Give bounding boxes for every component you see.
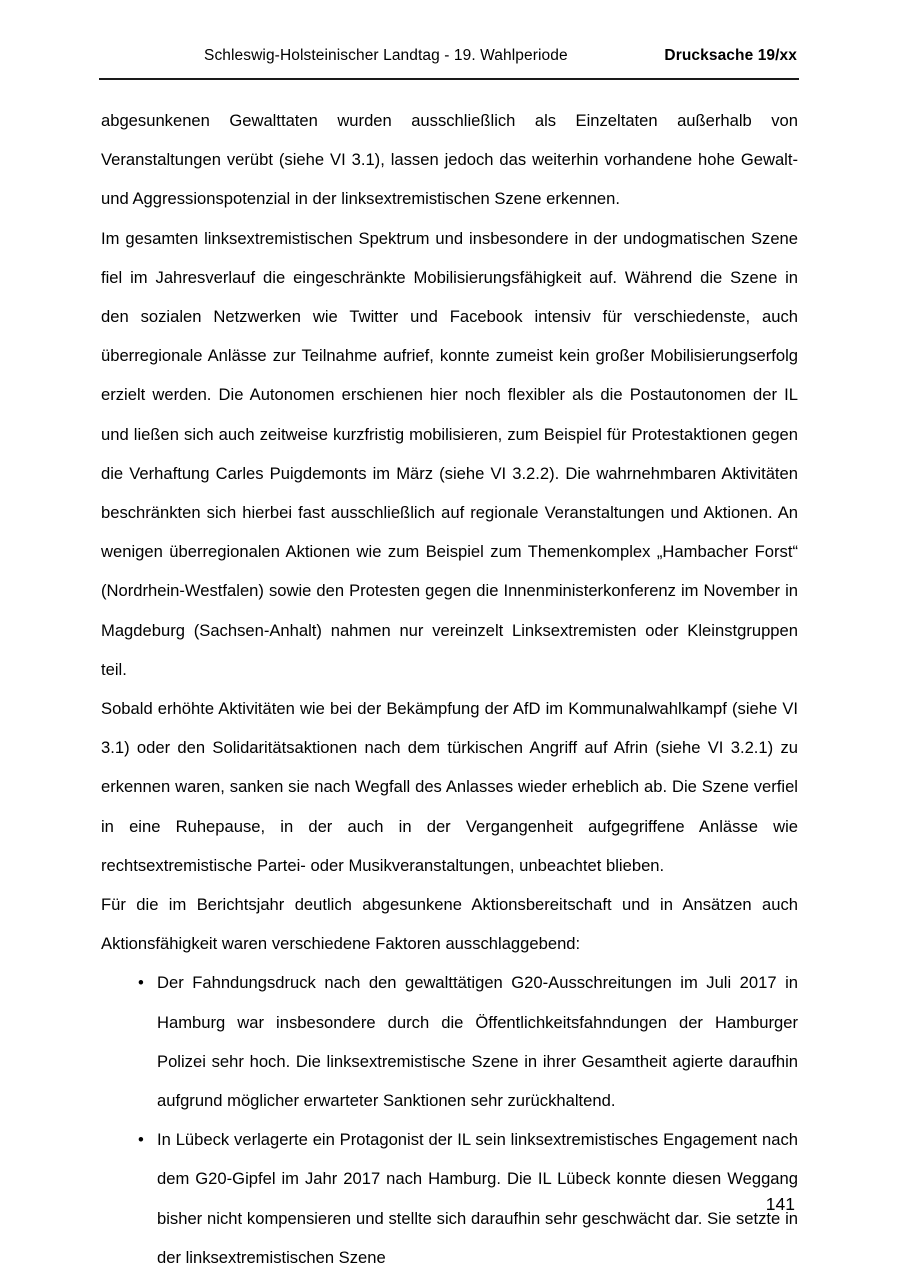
list-item-text: In Lübeck verlagerte ein Protagonist der IL sein linksextremistisches Engagement nach dem G20-Gipfel im Jahr 2017 nach Hamburg. Die IL Lübeck konnte diesen Weggang bisher nicht kompensieren und stellte sich daraufhin sehr geschwächt dar. Sie setzte in der linksextremistischen Szene bbox=[157, 1130, 798, 1267]
header-rule bbox=[99, 78, 799, 80]
page-number: 141 bbox=[765, 1194, 795, 1214]
paragraph-4: Für die im Berichtsjahr deutlich abgesunkene Aktionsbereitschaft und in Ansätzen auch Aktionsfähigkeit waren verschiedene Faktoren ausschlaggebend: bbox=[101, 895, 798, 954]
factors-bullet-list bbox=[101, 963, 798, 1277]
list-item-text: Der Fahndungsdruck nach den gewalttätigen G20-Ausschreitungen im Juli 2017 in Hamburg war insbesondere durch die Öffentlichkeitsfahndungen der Hamburger Polizei sehr hoch. Die linksextremistische Szene in ihrer Gesamtheit agierte daraufhin aufgrund möglicher erwarteter Sanktionen sehr zurückhaltend. bbox=[157, 973, 798, 1111]
header-right-title: Drucksache 19/xx bbox=[664, 47, 797, 64]
paragraph-2: Im gesamten linksextremistischen Spektrum und insbesondere in der undogmatischen Szene fiel im Jahresverlauf die eingeschränkte Mobilisierungsfähigkeit auf. Während die Szene in den sozialen Netzwerken wie Twitter und Facebook intensiv für verschiedenste, auch überregionale Anlässe zur Teilnahme aufrief, konnte zumeist kein großer Mobilisierungserfolg erzielt werden. Die Autonomen erschienen hier noch flexibler als die Postautonomen der IL und ließen sich auch zeitweise kurzfristig mobilisieren, zum Beispiel für Protestaktionen gegen die Verhaftung Carles Puigdemonts im März (siehe VI 3.2.2). Die wahrnehmbaren Aktivitäten beschränkten sich hierbei fast ausschließlich auf regionale Veranstaltungen und Aktionen. An wenigen überregionalen Aktionen wie zum Beispiel zum Themenkomplex „Hambacher Forst“ (Nordrhein-Westfalen) sowie den Protesten gegen die Innenministerkonferenz im November in Magdeburg (Sachsen-Anhalt) nahmen nur vereinzelt Linksextremisten oder Kleinstgruppen teil. bbox=[101, 228, 798, 679]
paragraph-3: Sobald erhöhte Aktivitäten wie bei der Bekämpfung der AfD im Kommunalwahlkampf (siehe VI 3.1) oder den Solidaritätsaktionen nach dem türkischen Angriff auf Afrin (siehe VI 3.2.1) zu erkennen waren, sanken sie nach Wegfall des Anlasses wieder erheblich ab. Die Szene verfiel in eine Ruhepause, in der auch in der Vergangenheit aufgegriffene Anlässe wie rechtsextremistische Partei- oder Musikveranstaltungen, unbeachtet blieben. bbox=[101, 699, 798, 875]
bullet-point-icon: • bbox=[138, 1130, 144, 1150]
header-left-title: Schleswig-Holsteinischer Landtag - 19. Wahlperiode bbox=[204, 47, 568, 64]
list-item bbox=[101, 963, 798, 1120]
bullet-point-icon: • bbox=[138, 973, 144, 993]
paragraph-1: abgesunkenen Gewalttaten wurden ausschließlich als Einzeltaten außerhalb von Veranstaltungen verübt (siehe VI 3.1), lassen jedoch das weiterhin vorhandene hohe Gewalt- und Aggressionspotenzial in der linksextremistischen Szene erkennen. bbox=[101, 111, 798, 209]
body-text-column bbox=[101, 101, 798, 1277]
running-header bbox=[99, 46, 799, 66]
